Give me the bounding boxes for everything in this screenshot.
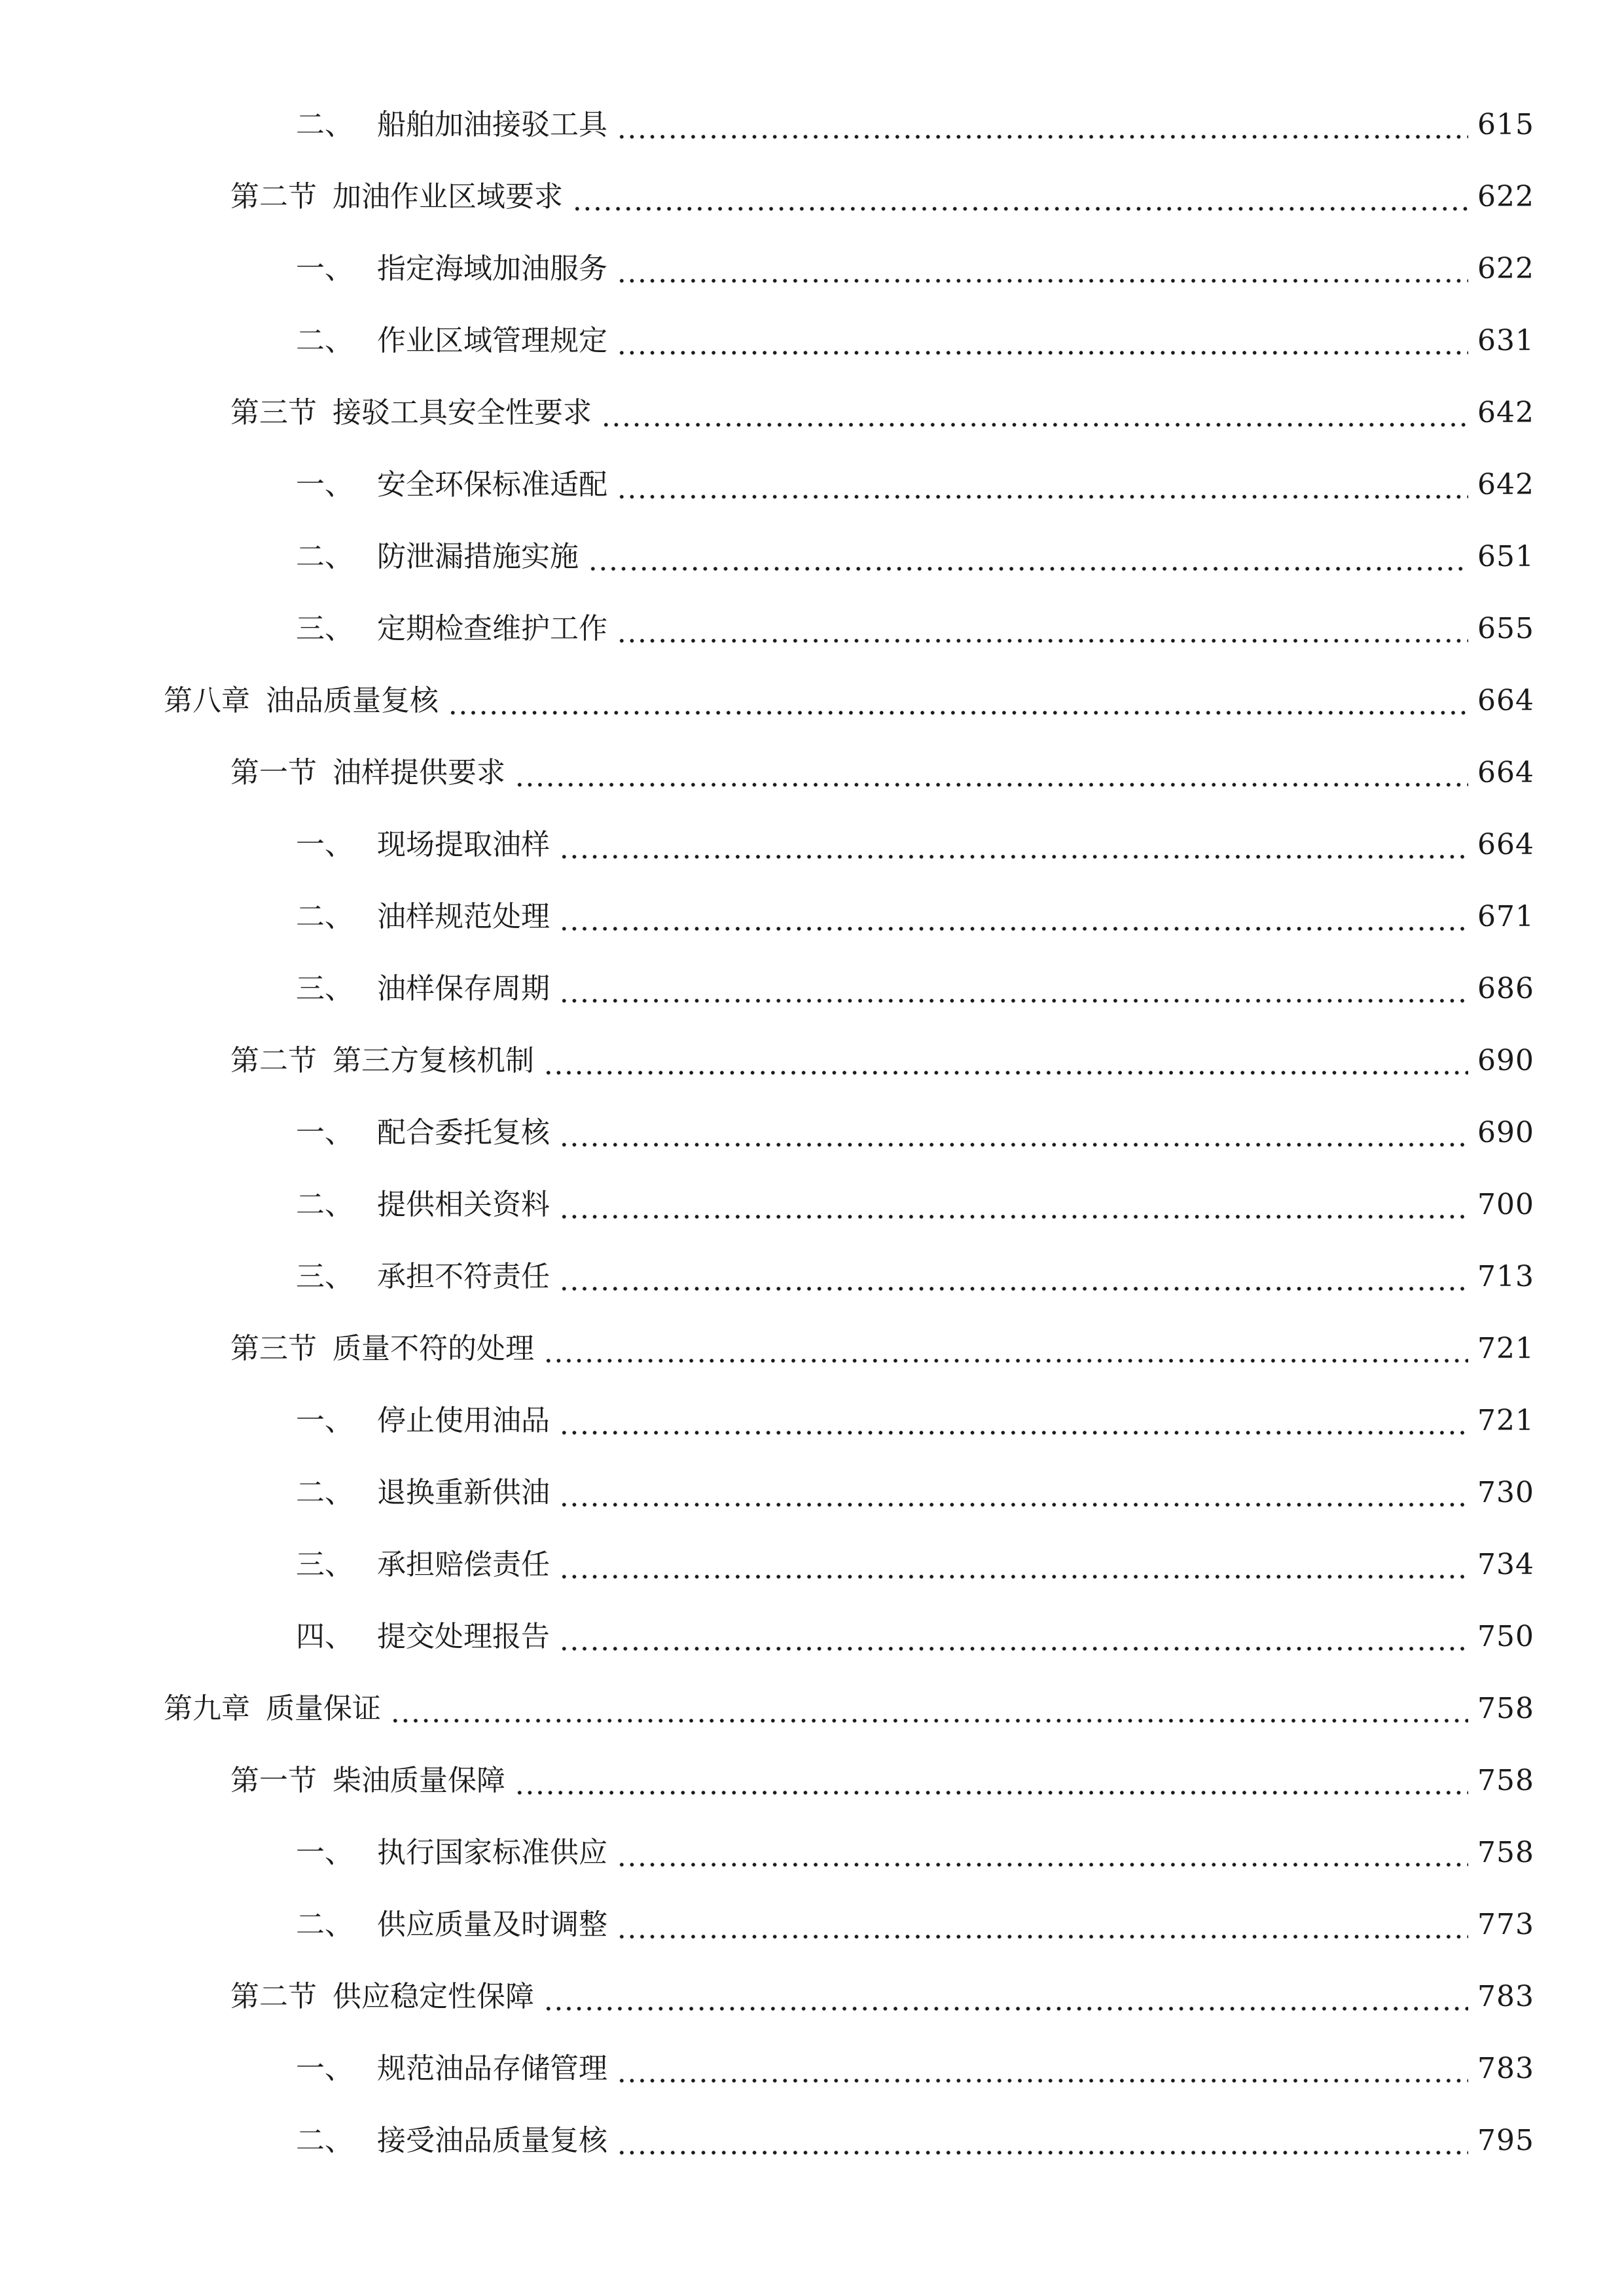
toc-entry-number: 第一节	[230, 1764, 317, 1797]
dot-leader	[617, 328, 1468, 357]
dot-leader	[543, 1336, 1468, 1365]
dot-leader	[617, 616, 1468, 645]
toc-entry-page-number: 750	[1477, 1620, 1534, 1653]
dot-leader	[559, 1408, 1468, 1437]
toc-entry-number: 三、	[296, 972, 353, 1005]
toc-entry-title: 柴油质量保障	[333, 1764, 505, 1797]
toc-entry-number: 第八章	[164, 684, 250, 717]
dot-leader	[390, 1696, 1468, 1725]
toc-entry-title: 配合委托复核	[377, 1116, 550, 1149]
toc-entry-title: 船舶加油接驳工具	[377, 108, 607, 141]
toc-entry[interactable]	[0, 161, 1624, 233]
toc-entry-page-number: 642	[1477, 396, 1534, 429]
dot-leader	[559, 1624, 1468, 1653]
toc-entry-number: 二、	[296, 1908, 353, 1941]
toc-entry-title: 供应稳定性保障	[333, 1980, 534, 2013]
dot-leader	[448, 688, 1468, 717]
toc-entry-title: 退换重新供油	[377, 1476, 550, 1509]
toc-entry[interactable]	[0, 1961, 1624, 2033]
toc-entry[interactable]	[0, 1097, 1624, 1169]
toc-entry[interactable]	[0, 521, 1624, 593]
toc-entry[interactable]	[0, 1673, 1624, 1745]
toc-entry-number: 三、	[296, 612, 353, 645]
toc-entry-page-number: 721	[1477, 1404, 1534, 1437]
dot-leader	[559, 1480, 1468, 1509]
dot-leader	[588, 544, 1468, 573]
toc-entry-number: 三、	[296, 1260, 353, 1293]
toc-entry[interactable]	[0, 737, 1624, 809]
toc-entry-page-number: 631	[1477, 324, 1534, 357]
toc-entry-page-number: 783	[1477, 1980, 1534, 2013]
toc-entry-number: 一、	[296, 1836, 353, 1869]
dot-leader	[514, 760, 1468, 789]
toc-entry-number: 一、	[296, 2052, 353, 2085]
toc-entry-title: 规范油品存储管理	[377, 2052, 607, 2085]
toc-entry-title: 质量不符的处理	[333, 1332, 534, 1365]
toc-entry-title: 加油作业区域要求	[333, 180, 563, 213]
toc-entry-number: 一、	[296, 252, 353, 285]
toc-entry-page-number: 642	[1477, 468, 1534, 501]
toc-entry[interactable]	[0, 449, 1624, 521]
toc-entry[interactable]	[0, 665, 1624, 737]
toc-entry-number: 一、	[296, 468, 353, 501]
toc-entry-title: 安全环保标准适配	[377, 468, 607, 501]
toc-entry-number: 四、	[296, 1620, 353, 1653]
dot-leader	[617, 256, 1468, 285]
toc-entry[interactable]	[0, 1745, 1624, 1817]
toc-entry-page-number: 655	[1477, 612, 1534, 645]
dot-leader	[559, 832, 1468, 861]
dot-leader	[617, 1912, 1468, 1941]
dot-leader	[617, 112, 1468, 141]
toc-entry[interactable]	[0, 1601, 1624, 1673]
toc-entry-title: 油样规范处理	[377, 900, 550, 933]
toc-entry-number: 二、	[296, 108, 353, 141]
toc-entry-page-number: 758	[1477, 1692, 1534, 1725]
dot-leader	[559, 904, 1468, 933]
toc-entry-number: 二、	[296, 1188, 353, 1221]
toc-entry-page-number: 622	[1477, 180, 1534, 213]
toc-entry[interactable]	[0, 1529, 1624, 1601]
toc-entry-title: 承担赔偿责任	[377, 1548, 550, 1581]
toc-entry-page-number: 671	[1477, 900, 1534, 933]
dot-leader	[559, 1192, 1468, 1221]
toc-entry-page-number: 686	[1477, 972, 1534, 1005]
toc-entry-page-number: 795	[1477, 2124, 1534, 2157]
toc-entry-title: 提交处理报告	[377, 1620, 550, 1653]
toc-entry-number: 一、	[296, 828, 353, 861]
toc-entry[interactable]	[0, 2105, 1624, 2177]
toc-entry-page-number: 651	[1477, 540, 1534, 573]
toc-entry-number: 二、	[296, 324, 353, 357]
toc-entry-title: 供应质量及时调整	[377, 1908, 607, 1941]
toc-entry[interactable]	[0, 1169, 1624, 1241]
dot-leader	[601, 400, 1468, 429]
toc-entry-title: 作业区域管理规定	[377, 324, 607, 357]
dot-leader	[617, 1840, 1468, 1869]
toc-entry-number: 第九章	[164, 1692, 250, 1725]
toc-entry-page-number: 664	[1477, 756, 1534, 789]
dot-leader	[559, 1120, 1468, 1149]
toc-entry-title: 提供相关资料	[377, 1188, 550, 1221]
toc-entry-number: 一、	[296, 1116, 353, 1149]
toc-entry-number: 二、	[296, 540, 353, 573]
toc-entry-page-number: 690	[1477, 1044, 1534, 1077]
dot-leader	[559, 976, 1468, 1005]
toc-entry-title: 执行国家标准供应	[377, 1836, 607, 1869]
toc-entry-title: 油品质量复核	[266, 684, 439, 717]
dot-leader	[572, 184, 1468, 213]
toc-entry-title: 定期检查维护工作	[377, 612, 607, 645]
toc-entry[interactable]	[0, 809, 1624, 881]
toc-entry[interactable]	[0, 1241, 1624, 1313]
toc-entry-number: 第三节	[230, 1332, 317, 1365]
toc-entry[interactable]	[0, 1313, 1624, 1385]
dot-leader	[617, 2128, 1468, 2157]
toc-entry-page-number: 713	[1477, 1260, 1534, 1293]
toc-entry-title: 承担不符责任	[377, 1260, 550, 1293]
toc-entry-page-number: 730	[1477, 1476, 1534, 1509]
dot-leader	[514, 1768, 1468, 1797]
toc-entry-page-number: 758	[1477, 1836, 1534, 1869]
dot-leader	[559, 1264, 1468, 1293]
toc-entry-title: 接受油品质量复核	[377, 2124, 607, 2157]
toc-entry-title: 现场提取油样	[377, 828, 550, 861]
toc-entry[interactable]	[0, 953, 1624, 1025]
toc-entry-number: 一、	[296, 1404, 353, 1437]
toc-entry-page-number: 690	[1477, 1116, 1534, 1149]
toc-entry-page-number: 783	[1477, 2052, 1534, 2085]
toc-entry[interactable]	[0, 1817, 1624, 1889]
toc-entry-title: 质量保证	[266, 1692, 381, 1725]
toc-entry-title: 指定海域加油服务	[377, 252, 607, 285]
toc-entry[interactable]	[0, 881, 1624, 953]
dot-leader	[543, 1048, 1468, 1077]
toc-entry-title: 油样提供要求	[333, 756, 505, 789]
toc-entry-page-number: 700	[1477, 1188, 1534, 1221]
toc-entry-number: 二、	[296, 900, 353, 933]
toc-entry[interactable]	[0, 1889, 1624, 1961]
toc-entry[interactable]	[0, 1025, 1624, 1097]
toc-entry[interactable]	[0, 233, 1624, 305]
toc-entry-page-number: 664	[1477, 828, 1534, 861]
toc-entry[interactable]	[0, 2033, 1624, 2105]
toc-entry-title: 防泄漏措施实施	[377, 540, 579, 573]
toc-entry-page-number: 773	[1477, 1908, 1534, 1941]
toc-entry-page-number: 622	[1477, 252, 1534, 285]
table-of-contents	[0, 89, 1624, 2177]
toc-entry[interactable]	[0, 89, 1624, 161]
toc-entry-number: 三、	[296, 1548, 353, 1581]
toc-entry[interactable]	[0, 1457, 1624, 1529]
toc-entry-title: 第三方复核机制	[333, 1044, 534, 1077]
toc-entry[interactable]	[0, 593, 1624, 665]
toc-entry-number: 二、	[296, 2124, 353, 2157]
dot-leader	[559, 1552, 1468, 1581]
toc-entry-title: 接驳工具安全性要求	[333, 396, 592, 429]
toc-entry-number: 二、	[296, 1476, 353, 1509]
toc-entry-page-number: 664	[1477, 684, 1534, 717]
toc-entry[interactable]	[0, 305, 1624, 377]
toc-entry-title: 油样保存周期	[377, 972, 550, 1005]
toc-entry-page-number: 615	[1477, 108, 1534, 141]
toc-entry[interactable]	[0, 377, 1624, 449]
toc-entry-page-number: 721	[1477, 1332, 1534, 1365]
toc-entry-number: 第一节	[230, 756, 317, 789]
dot-leader	[543, 1984, 1468, 2013]
toc-entry-number: 第二节	[230, 180, 317, 213]
toc-entry-page-number: 758	[1477, 1764, 1534, 1797]
dot-leader	[617, 2056, 1468, 2085]
toc-entry-page-number: 734	[1477, 1548, 1534, 1581]
toc-entry[interactable]	[0, 1385, 1624, 1457]
toc-entry-title: 停止使用油品	[377, 1404, 550, 1437]
toc-entry-number: 第二节	[230, 1044, 317, 1077]
toc-entry-number: 第三节	[230, 396, 317, 429]
dot-leader	[617, 472, 1468, 501]
toc-entry-number: 第二节	[230, 1980, 317, 2013]
